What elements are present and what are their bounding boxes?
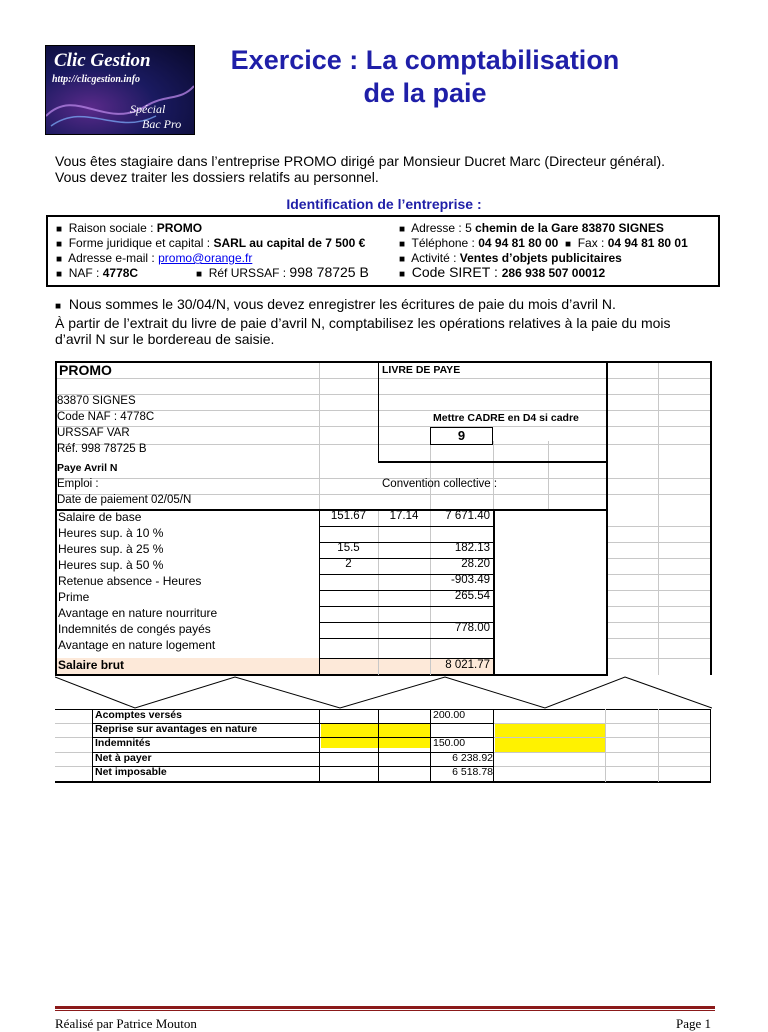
earnings-label: Salaire de base — [58, 510, 142, 524]
page-title — [200, 44, 650, 110]
code-siret — [399, 264, 605, 280]
footer-author: Réalisé par Patrice Mouton — [55, 1016, 197, 1031]
intro-text — [55, 153, 665, 185]
payroll-naf: Code NAF : 4778C — [57, 411, 155, 423]
net-row-amount: 6 518.78 — [452, 766, 493, 778]
bullet-icon: ■ — [399, 269, 406, 280]
salaire-brut-value: 8 021.77 — [445, 659, 490, 671]
title-line-1: Exercice : La comptabilisation — [230, 45, 620, 75]
logo-url: http://clicgestion.info — [52, 74, 141, 85]
fax-value: 04 94 81 80 01 — [607, 236, 688, 250]
tel-label: Téléphone : — [411, 236, 479, 250]
siret-value: 286 938 507 00012 — [501, 266, 606, 280]
net-row-label: Reprise sur avantages en nature — [95, 723, 258, 735]
email-link[interactable]: promo@orange.fr — [158, 251, 253, 265]
email-label: Adresse e-mail : — [68, 251, 159, 265]
payroll-period: Paye Avril N — [57, 462, 118, 474]
earnings-label: Indemnités de congés payés — [58, 622, 211, 636]
footer-rule — [55, 1006, 715, 1009]
earnings-base: 15.5 — [337, 542, 360, 554]
net-row-label: Indemnités — [95, 737, 151, 749]
bullet-icon: ■ — [56, 269, 63, 280]
emploi-label: Emploi : — [57, 478, 99, 490]
bullet-icon: ■ — [196, 269, 203, 280]
earnings-amount: 28.20 — [461, 558, 490, 570]
bullet-icon: ■ — [56, 224, 63, 235]
payroll-urssaf: URSSAF VAR — [57, 427, 130, 439]
identification-heading: Identification de l’entreprise : — [286, 196, 482, 212]
bullet-icon: ■ — [55, 301, 62, 312]
yellow-cell-2 — [495, 724, 605, 753]
raison-value: PROMO — [156, 221, 203, 235]
livre-de-paye-title: LIVRE DE PAYE — [382, 364, 461, 376]
earnings-amount: 7 671.40 — [445, 510, 490, 522]
forme-juridique — [56, 236, 365, 250]
bullet-icon: ■ — [56, 239, 63, 250]
tel-value: 04 94 81 80 00 — [478, 236, 559, 250]
title-line-2: de la paie — [363, 78, 487, 108]
logo-bacpro: Bac Pro — [142, 117, 182, 131]
adresse — [399, 221, 664, 235]
activite-value: Ventes d’objets publicitaires — [459, 251, 622, 265]
earnings-label: Heures sup. à 10 % — [58, 526, 164, 540]
earnings-label: Avantage en nature logement — [58, 638, 216, 652]
siret-label: Code SIRET : — [411, 264, 502, 280]
activite-label: Activité : — [411, 251, 460, 265]
naf-label: NAF : — [68, 266, 103, 280]
yellow-cell-1 — [321, 724, 430, 748]
torn-separator — [55, 675, 712, 711]
net-row-amount: 6 238.92 — [452, 752, 493, 764]
net-row-label: Acomptes versés — [95, 709, 182, 721]
footer-page-number: Page 1 — [676, 1016, 712, 1031]
footer-rule-thin — [55, 1010, 715, 1011]
naf-value: 4778C — [102, 266, 139, 280]
net-row-label: Net imposable — [95, 766, 167, 778]
company-identification-box — [46, 215, 720, 287]
net-row-amount: 200.00 — [433, 709, 466, 721]
earnings-label: Heures sup. à 25 % — [58, 542, 164, 556]
intro-line-2: Vous devez traiter les dossiers relatifs au personnel. — [55, 169, 379, 185]
net-row-label: Net à payer — [95, 752, 152, 764]
cadre-note: Mettre CADRE en D4 si cadre — [433, 412, 579, 424]
earnings-base: 151.67 — [330, 510, 367, 522]
bullet-icon: ■ — [399, 224, 406, 235]
cadre-input[interactable]: 9 — [457, 428, 466, 443]
telephone-fax — [399, 236, 688, 250]
bullet-icon: ■ — [56, 254, 63, 265]
task-line-2: À partir de l’extrait du livre de paie d’avril N, comptabilisez les opérations relatives à la paie du mois — [55, 315, 671, 331]
raison-label: Raison sociale : — [68, 221, 157, 235]
task-line-1-text: Nous sommes le 30/04/N, vous devez enregistrer les écritures de paie du mois d’avril N. — [68, 296, 616, 312]
urssaf-value: 998 78725 B — [289, 264, 369, 280]
clic-gestion-logo — [45, 45, 195, 135]
salaire-brut-label: Salaire brut — [58, 658, 125, 672]
forme-label: Forme juridique et capital : — [68, 236, 214, 250]
earnings-amount: -903.49 — [450, 574, 490, 586]
net-row-amount: 150.00 — [433, 737, 466, 749]
urssaf-label: Réf URSSAF : — [208, 266, 290, 280]
logo-name: Clic Gestion — [54, 50, 151, 71]
intro-line-1: Vous êtes stagiaire dans l’entreprise PROMO dirigé par Monsieur Ducret Marc (Directeur général). — [55, 153, 666, 169]
payment-date: Date de paiement 02/05/N — [57, 494, 192, 506]
bullet-icon: ■ — [564, 239, 572, 250]
earnings-label: Retenue absence - Heures — [58, 574, 202, 588]
adresse-email — [56, 251, 252, 265]
earnings-amount: 778.00 — [454, 622, 490, 634]
task-line-3: d’avril N sur le bordereau de saisie. — [55, 331, 275, 347]
earnings-label: Avantage en nature nourriture — [58, 606, 218, 620]
earnings-amount: 265.54 — [454, 590, 490, 602]
earnings-rate: 17.14 — [389, 510, 419, 522]
adresse-value: chemin de la Gare 83870 SIGNES — [475, 221, 664, 235]
bullet-icon: ■ — [399, 239, 406, 250]
task-line-1 — [55, 296, 735, 315]
earnings-label: Prime — [58, 590, 90, 604]
forme-value: SARL au capital de 7 500 € — [213, 236, 366, 250]
convention-label: Convention collective : — [382, 478, 498, 490]
payroll-city: 83870 SIGNES — [57, 395, 136, 407]
earnings-amount: 182.13 — [454, 542, 490, 554]
earnings-label: Heures sup. à 50 % — [58, 558, 164, 572]
logo-special: Spécial — [130, 102, 166, 116]
fax-label: Fax : — [577, 236, 608, 250]
naf-code — [56, 266, 138, 280]
payroll-ref: Réf. 998 78725 B — [57, 443, 147, 455]
ref-urssaf — [196, 264, 369, 280]
earnings-base: 2 — [345, 558, 352, 570]
raison-sociale — [56, 221, 202, 235]
adresse-label: Adresse : 5 — [411, 221, 476, 235]
bullet-icon: ■ — [399, 254, 406, 265]
activite — [399, 251, 622, 265]
task-instructions — [55, 296, 735, 347]
payroll-company: PROMO — [59, 362, 112, 378]
